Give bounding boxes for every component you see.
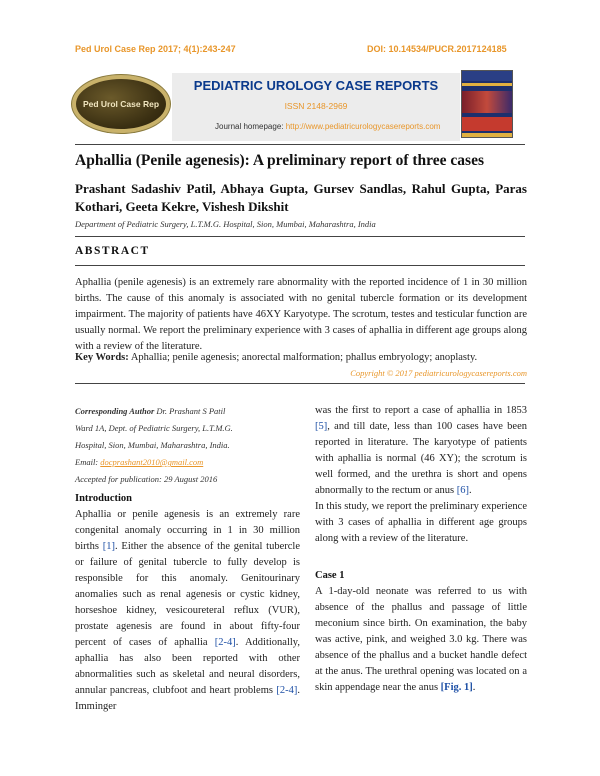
- accepted-date: Accepted for publication: 29 August 2016: [75, 474, 218, 484]
- abstract-heading: ABSTRACT: [75, 245, 150, 257]
- journal-logo: [72, 75, 170, 133]
- corresponding-name: Dr. Prashant S Patil: [154, 406, 226, 416]
- abstract-bottom-divider: [75, 383, 525, 384]
- case1-paragraph: A 1-day-old neonate was referred to us with absence of the phallus and passage of little meconium since birth. On examination, the baby was active, pink, and weighed 3.0 kg. There was absence of the phallus and a bucket handle defect at the anus. The urethral opening was located on a skin appendage near the anus [Fig. 1].: [315, 586, 527, 693]
- ref-link-2-4b[interactable]: [2-4]: [276, 685, 298, 696]
- header-divider: [75, 144, 525, 145]
- abstract-text: Aphallia (penile agenesis) is an extremely rare abnormality with the reported incidence of 1 in 30 million births. The cause of this anomaly is associated with no genital tubercle formation or its development impairment. The majority of patients have 46XY Karyotype. The scrotum, testes and testicular function are usually normal. We report the preliminary experience with 3 cases of aphallia in different age groups along with a review of the literature.: [75, 277, 527, 352]
- ref-link-1[interactable]: [1]: [102, 541, 115, 552]
- citation: Ped Urol Case Rep 2017; 4(1):243-247: [75, 44, 236, 54]
- ref-link-5[interactable]: [5]: [315, 421, 328, 432]
- intro-heading: Introduction: [75, 493, 132, 504]
- homepage-link[interactable]: http://www.pediatricurologycasereports.com: [285, 122, 441, 131]
- abstract-heading-divider: [75, 265, 525, 266]
- abstract-top-divider: [75, 236, 525, 237]
- ref-link-2-4[interactable]: [2-4]: [214, 637, 236, 648]
- case1-heading: Case 1: [315, 570, 345, 581]
- ref-link-6[interactable]: [6]: [456, 485, 469, 496]
- corresponding-label: Corresponding Author: [75, 406, 155, 416]
- keywords-text: Aphallia; penile agenesis; anorectal malformation; phallus embryology; anoplasty.: [128, 352, 478, 363]
- homepage-label: Journal homepage:: [215, 122, 286, 131]
- journal-cover-image: [461, 70, 513, 138]
- keywords-label: Key Words:: [75, 352, 129, 363]
- address-line1: Ward 1A, Dept. of Pediatric Surgery, L.T.M.G.: [75, 423, 233, 433]
- study-paragraph: In this study, we report the preliminary experience with 3 cases of aphallia in different age groups along with a review of the literature.: [315, 501, 527, 544]
- email-label: Email:: [75, 457, 101, 467]
- doi: DOI: 10.14534/PUCR.2017124185: [367, 44, 507, 54]
- logo-text: Ped Urol Case Rep: [82, 99, 160, 109]
- figure-1-link[interactable]: [Fig. 1]: [440, 682, 473, 693]
- affiliation: Department of Pediatric Surgery, L.T.M.G. Hospital, Sion, Mumbai, Maharashtra, India: [75, 219, 376, 229]
- journal-title: PEDIATRIC UROLOGY CASE REPORTS: [193, 78, 439, 93]
- address-line2: Hospital, Sion, Mumbai, Maharashtra, India.: [75, 440, 230, 450]
- email-link[interactable]: docprashant2010@gmail.com: [100, 457, 204, 467]
- correspondence-block: [75, 403, 300, 488]
- journal-homepage: [215, 122, 440, 131]
- keywords: [75, 352, 527, 363]
- authors: Prashant Sadashiv Patil, Abhaya Gupta, Gursev Sandlas, Rahul Gupta, Paras Kothari, Geeta Kekre, Vishesh Dikshit: [75, 181, 527, 214]
- issn: ISSN 2148-2969: [284, 101, 348, 111]
- article-title: Aphallia (Penile agenesis): A preliminary report of three cases: [75, 152, 484, 169]
- intro-paragraph: Aphallia or penile agenesis is an extremely rare congenital anomaly occurring in 1 in 30 million births [1]. Either the absence of the genital tubercle or failure of genital tubercle to fully develop is responsible for this anomaly. Genitourinary anomalies such as renal agenesis or cystic kidney, horseshoe kidney, vesicoureteral reflux (VUR), prostate agenesis are found in about fifty-four percent of cases of aphallia [2-4]. Additionally, aphallia has also been reported with other abnormalities such as skeletal and neural disorders, annular pancreas, clubfoot and heart problems [2-4]. Imminger: [75, 509, 300, 712]
- copyright: Copyright © 2017 pediatricurologycasereports.com: [350, 368, 527, 378]
- intro-continued: was the first to report a case of aphallia in 1853 [5], and till date, less than 100 cases have been reported in literature. The karyotype of patients with aphallia is normal (46 XY); the scrotum is well formed, and the urethra is short and opens abnormally to the rectum or anus [6]. In this study, we report the preliminary experience with 3 cases of aphallia in different age groups along with a review of the literature.: [315, 405, 527, 544]
